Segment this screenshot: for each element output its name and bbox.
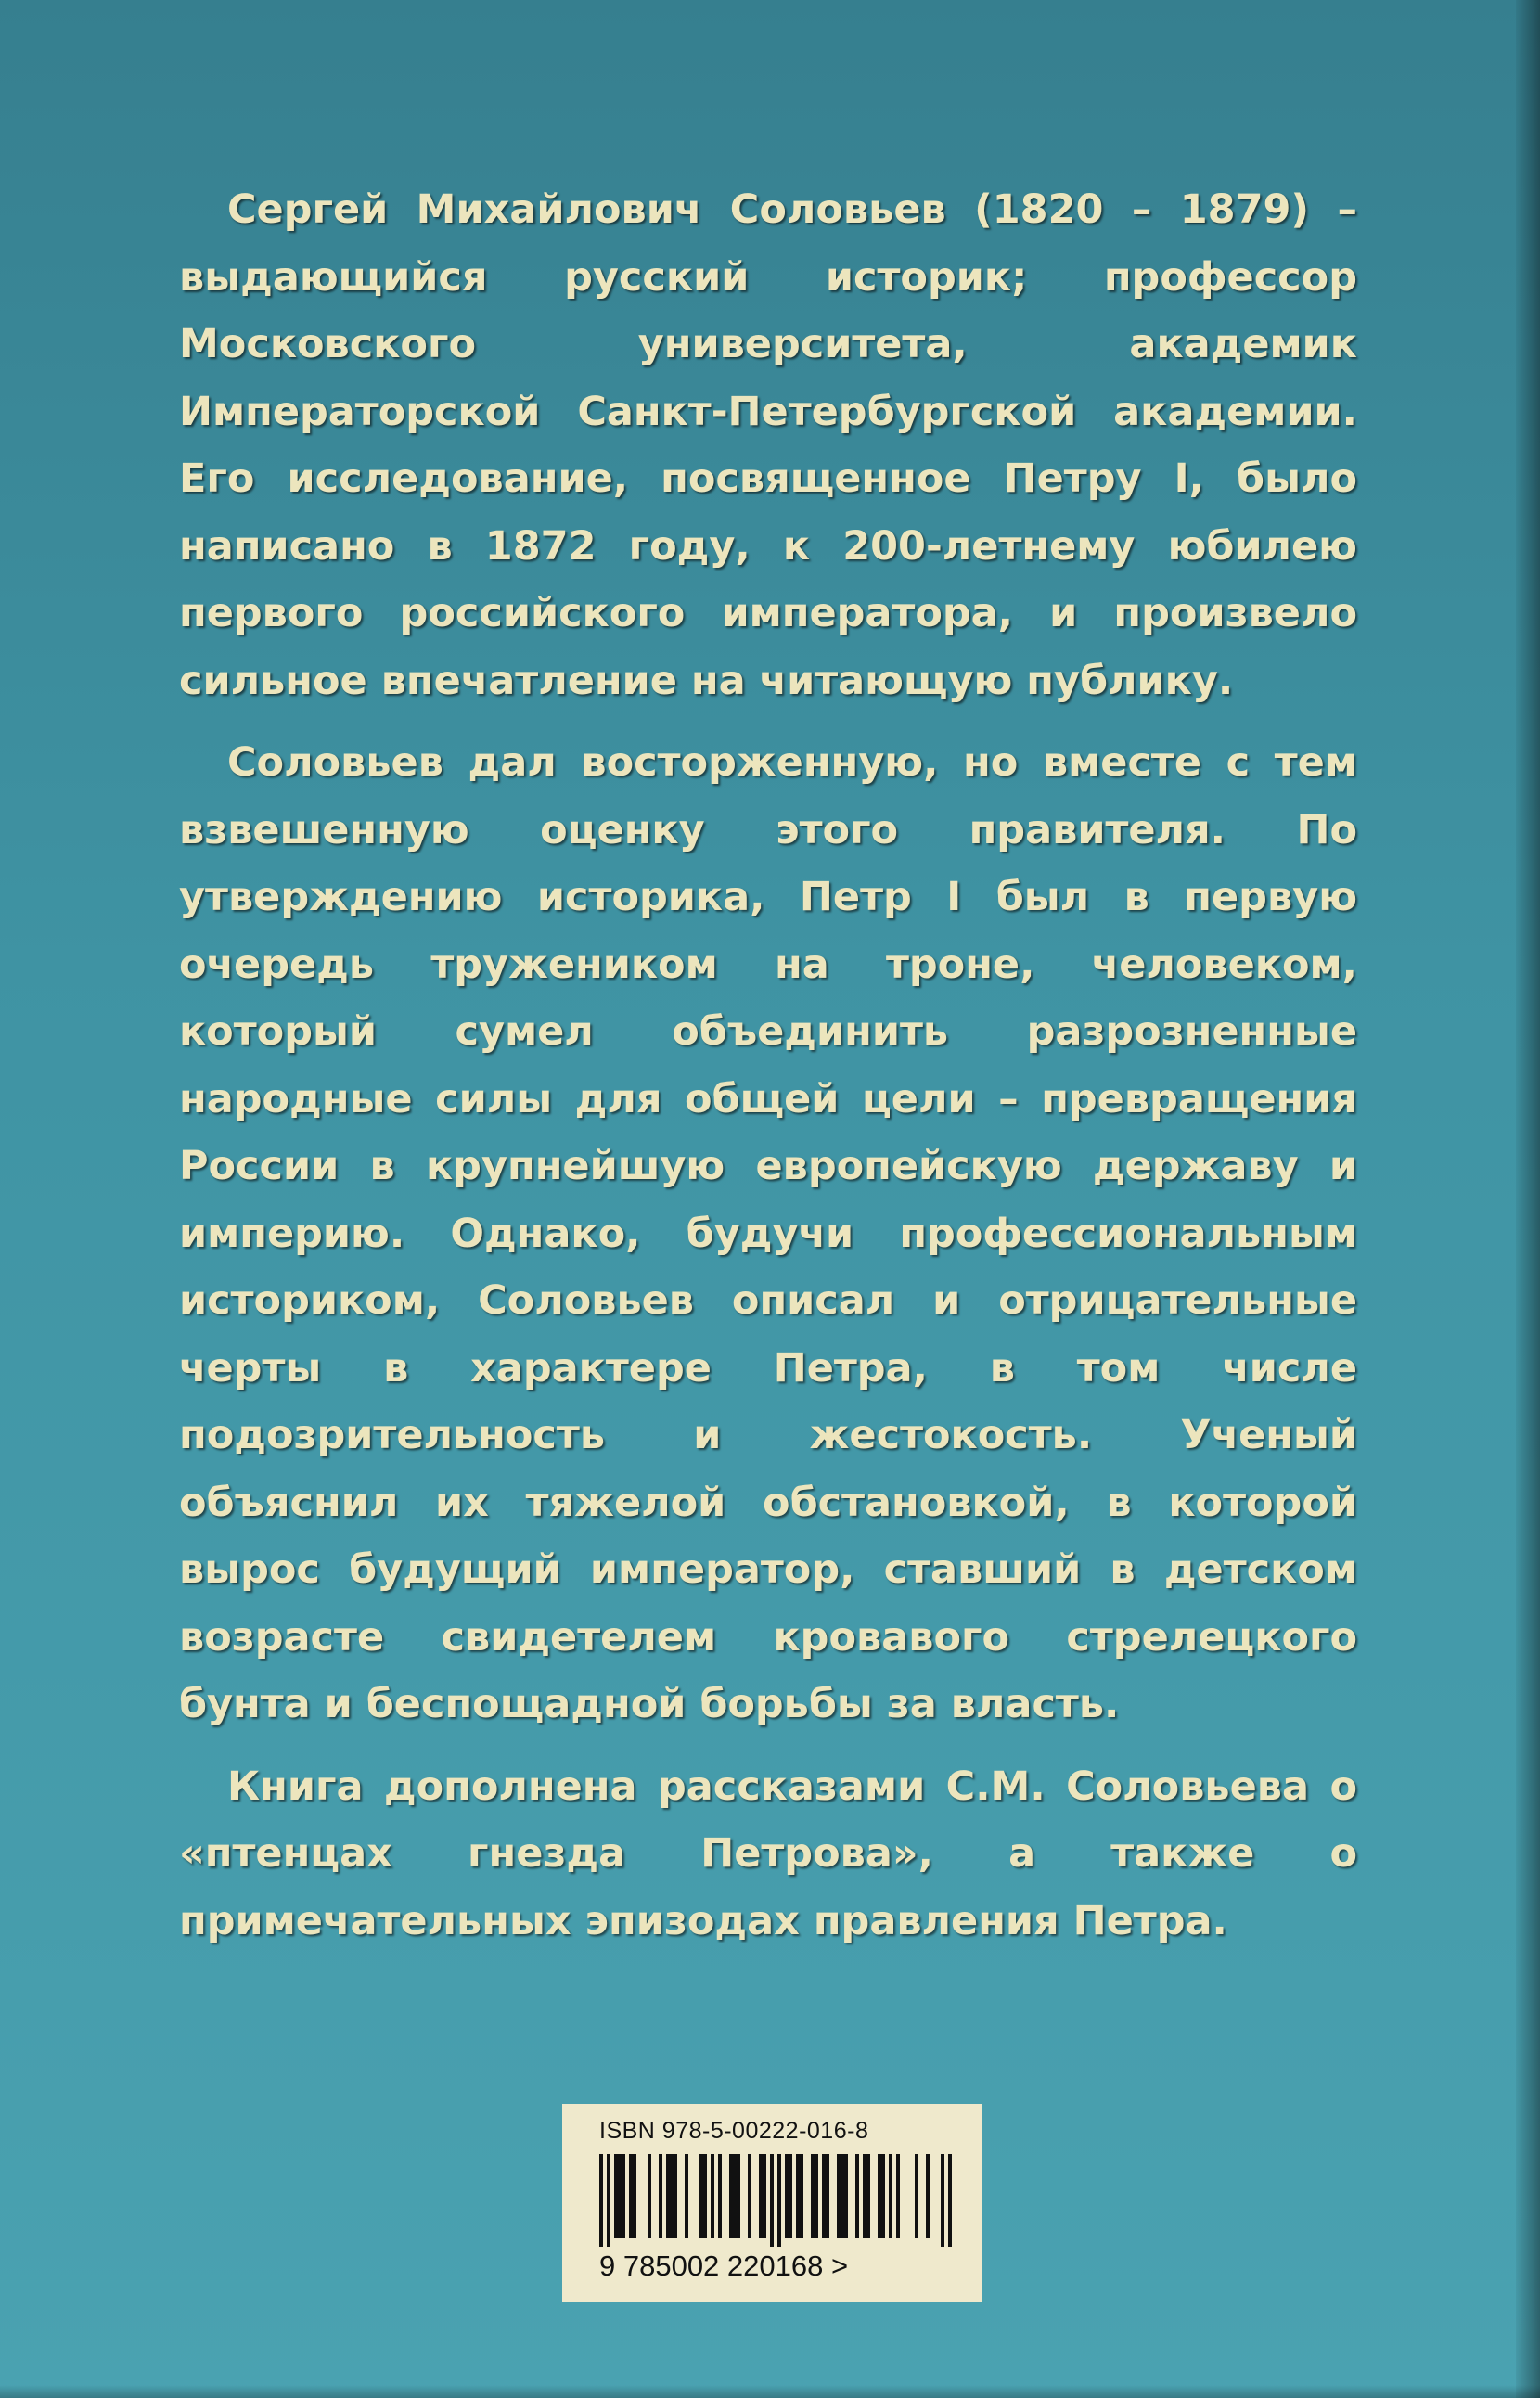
barcode-bar (826, 2154, 829, 2238)
barcode-bar (777, 2154, 781, 2247)
barcode-bar (759, 2154, 763, 2238)
barcode-bar (796, 2154, 800, 2238)
barcode-bar (674, 2154, 677, 2238)
barcode-bar (599, 2154, 603, 2247)
barcode-bar (878, 2154, 881, 2238)
barcode-bar (837, 2154, 841, 2238)
barcode-bar (822, 2154, 826, 2238)
barcode-bar (770, 2154, 774, 2247)
cover-bottom-shadow (0, 2385, 1540, 2398)
description-paragraph-1: Сергей Михайлович Соловьев (1820 – 1879) – выдающийся русский историк; профессор Московского университета, академик Императорской Санкт-Петербургской академии. Его исследование, посвященное Петру I, было написано в 1872 году, к 200-летнему юбилею первого российского императора, и произвело сильное впечатление на читающую публику. (179, 186, 1357, 704)
barcode-bar (699, 2154, 703, 2238)
barcode-bar (800, 2154, 803, 2238)
barcode-bar (659, 2154, 662, 2238)
barcode-bar (855, 2154, 859, 2238)
barcode-bar (785, 2154, 789, 2238)
barcode-bar (948, 2154, 952, 2247)
barcode-bar (718, 2154, 722, 2238)
barcode-bar (607, 2154, 610, 2247)
cover-spine-shadow (1516, 0, 1540, 2398)
barcode-bar (881, 2154, 885, 2238)
description-block (179, 176, 1357, 1969)
barcode-bar (866, 2154, 870, 2238)
barcode-bar (941, 2154, 944, 2247)
barcode-bar (841, 2154, 844, 2238)
barcode-bar (926, 2154, 930, 2238)
barcode-bar (614, 2154, 618, 2238)
barcode-bar (811, 2154, 815, 2238)
barcode-bar (737, 2154, 740, 2238)
barcode-bar (633, 2154, 636, 2238)
barcode-bar (729, 2154, 733, 2238)
isbn-text: ISBN 978-5-00222-016-8 (599, 2118, 869, 2144)
barcode-bar (844, 2154, 848, 2238)
barcode-bar (711, 2154, 714, 2238)
barcode-bar (789, 2154, 792, 2238)
barcode-bar (815, 2154, 818, 2238)
barcode-bar (666, 2154, 670, 2238)
barcode-bar (896, 2154, 900, 2238)
barcode-bar (670, 2154, 674, 2238)
barcode-bar (763, 2154, 766, 2238)
barcode-bar (648, 2154, 651, 2238)
barcode-bar (915, 2154, 918, 2238)
barcode-bar (622, 2154, 625, 2238)
barcode-bar (685, 2154, 688, 2238)
barcode-bar (703, 2154, 707, 2238)
barcode-bar (733, 2154, 737, 2238)
barcode-bar (889, 2154, 892, 2238)
barcode-digits: 9 785002 220168 > (599, 2250, 849, 2282)
barcode-bar (618, 2154, 622, 2238)
barcode-bar (748, 2154, 751, 2238)
isbn-barcode-label (562, 2104, 982, 2302)
barcode-icon (599, 2154, 956, 2247)
barcode-bar (863, 2154, 866, 2238)
description-paragraph-2: Соловьев дал восторженную, но вместе с тем взвешенную оценку этого правителя. По утверждению историка, Петр I был в первую очередь тружеником на троне, человеком, который сумел объединить разрозненные народные силы для общей цели – превращения России в крупнейшую европейскую державу и империю. Однако, будучи профессиональным историком, Соловьев описал и отрицательные черты в характере Петра, в том числе подозрительность и жестокость. Ученый объяснил их тяжелой обстановкой, в которой вырос будущий император, ставший в детском возрасте свидетелем кровавого стрелецкого бунта и беспощадной борьбы за власть. (179, 739, 1357, 1727)
description-paragraph-3: Книга дополнена рассказами С.М. Соловьева о «птенцах гнезда Петрова», а также о примечательных эпизодах правления Петра. (179, 1763, 1357, 1944)
barcode-bar (629, 2154, 633, 2238)
